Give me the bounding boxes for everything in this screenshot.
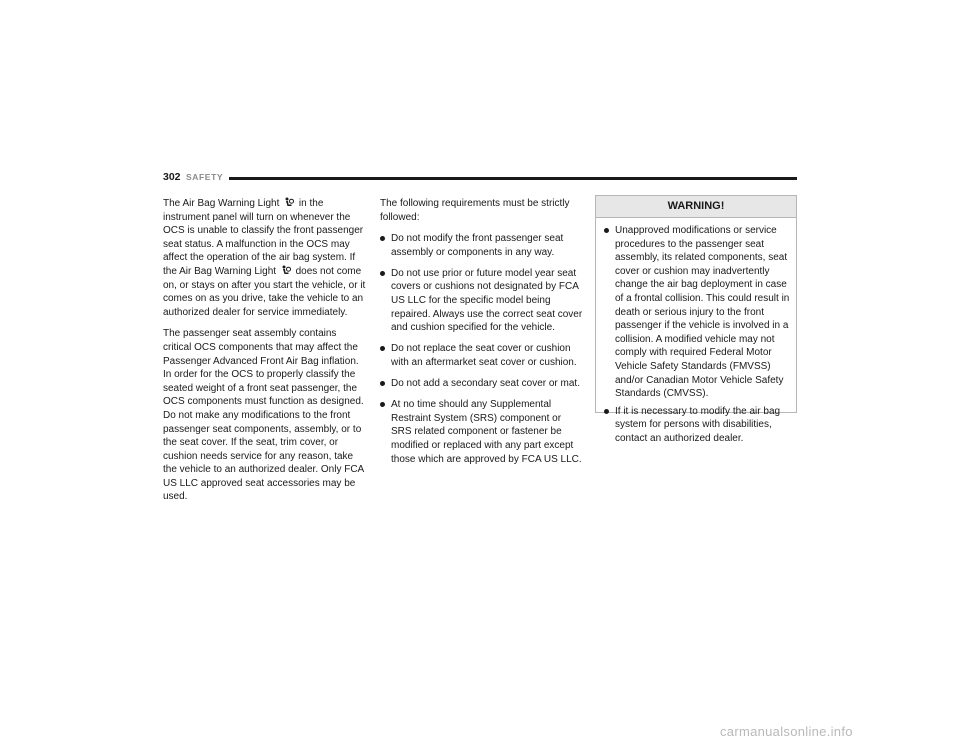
column-middle bbox=[380, 197, 584, 474]
bullet-dot-icon bbox=[380, 381, 385, 386]
list-item: If it is necessary to modify the air bag system for persons with disabilities, contact an authorized dealer. bbox=[602, 405, 790, 446]
list-item: At no time should any Supplemental Restraint System (SRS) component or SRS related component or fastener be modified or replaced with any part except those which are approved by FCA US LLC. bbox=[380, 398, 584, 466]
requirements-list bbox=[380, 232, 584, 466]
watermark: carmanualsonline.info bbox=[720, 724, 853, 739]
requirements-intro: The following requirements must be strictly followed: bbox=[380, 198, 570, 223]
paragraph-seat-assembly: The passenger seat assembly contains critical OCS components that may affect the Passenger Advanced Front Air Bag inflation. In order for the OCS to properly classify the seated weight of a front seat passenger, the OCS components must function as designed. Do not make any modifications to the front passenger seat components, assembly, or to the seat cover. If the seat, trim cover, or cushion needs service for any reason, take the vehicle to an authorized dealer. Only FCA US LLC approved seat accessories may be used. bbox=[163, 328, 364, 503]
column-left bbox=[163, 197, 367, 512]
paragraph-airbag-light bbox=[163, 197, 367, 319]
list-item: Do not replace the seat cover or cushion with an aftermarket seat cover or cushion. bbox=[380, 342, 584, 369]
bullet-dot-icon bbox=[380, 236, 385, 241]
airbag-warning-icon bbox=[281, 265, 291, 276]
bullet-dot-icon bbox=[380, 346, 385, 351]
warning-box bbox=[595, 195, 797, 444]
warning-body bbox=[596, 218, 796, 446]
header-rule bbox=[229, 177, 797, 180]
paragraph-text: in the instrument panel will turn on whenever the OCS is unable to classify the front passenger seat status. A malfunction in the OCS may affect the operation of the air bag system. If the Air Bag Warning Light bbox=[163, 198, 364, 277]
page-header bbox=[163, 171, 797, 187]
list-item: Unapproved modifications or service procedures to the passenger seat assembly, its related components, seat cover or cushion may inadvertently change the air bag deployment in case of a frontal collision. This could result in death or serious injury to the front passenger if the vehicle is involved in a collision. A modified vehicle may not comply with required Federal Motor Vehicle Safety Standards (FMVSS) and/or Canadian Motor Vehicle Safety Standards (CMVSS). bbox=[602, 224, 790, 401]
bullet-dot-icon bbox=[380, 271, 385, 276]
page-number: 302 bbox=[163, 171, 181, 183]
bullet-dot-icon bbox=[380, 402, 385, 407]
bullet-dot-icon bbox=[604, 228, 609, 233]
list-item: Do not modify the front passenger seat assembly or components in any way. bbox=[380, 232, 584, 259]
list-item: Do not use prior or future model year seat covers or cushions not designated by FCA US LLC for the specific model being repaired. Always use the correct seat cover and cushion specified for the vehicle. bbox=[380, 267, 584, 335]
paragraph-text: The Air Bag Warning Light bbox=[163, 198, 280, 209]
warning-list bbox=[602, 224, 790, 446]
bullet-dot-icon bbox=[604, 409, 609, 414]
warning-title: WARNING! bbox=[596, 196, 796, 218]
section-title: SAFETY bbox=[186, 172, 224, 182]
list-item: Do not add a secondary seat cover or mat. bbox=[380, 377, 584, 391]
paragraph-text: does not come on, or stays on after you start the vehicle, or it comes on as you drive, take the vehicle to an authorized dealer for service immediately. bbox=[163, 265, 366, 318]
airbag-warning-icon bbox=[284, 197, 294, 208]
